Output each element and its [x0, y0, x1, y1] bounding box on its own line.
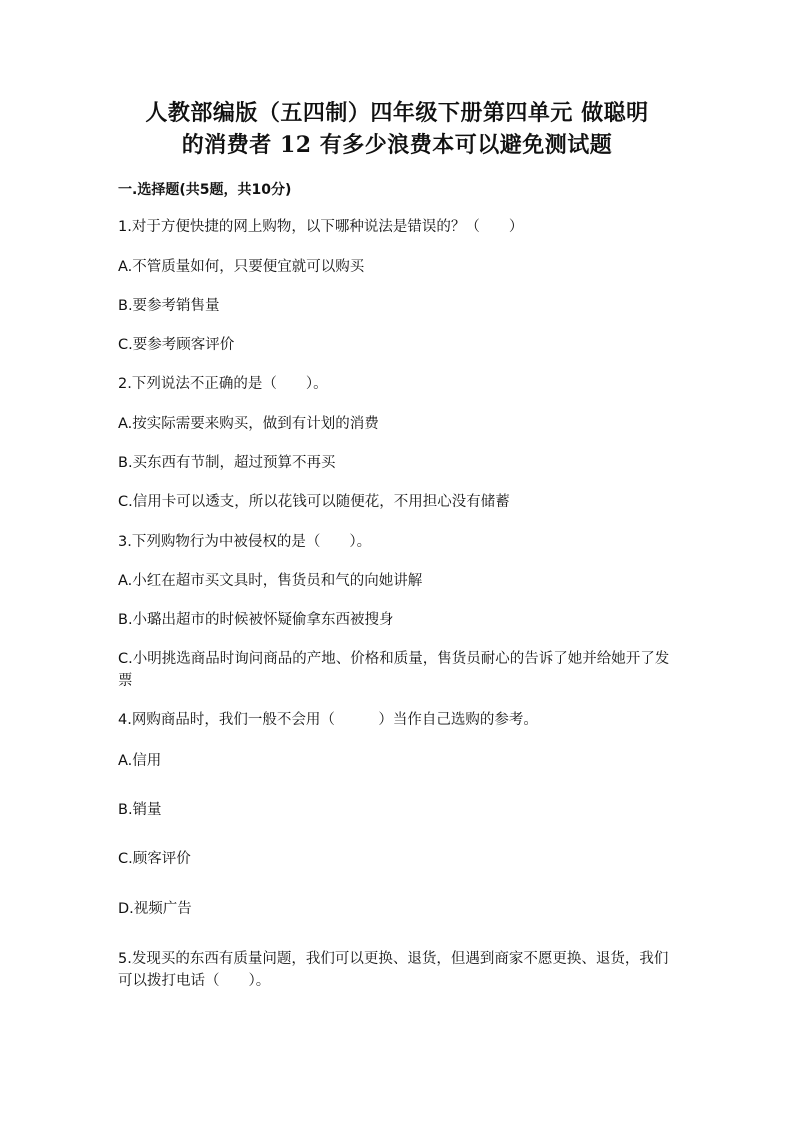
question-2-stem: 2.下列说法不正确的是（ ）。 — [118, 376, 328, 392]
question-5-stem: 5.发现买的东西有质量问题，我们可以更换、退货，但遇到商家不愿更换、退货，我们可以拨打电话（ ）。 — [118, 951, 669, 989]
question-3-option-a: A.小红在超市买文具时，售货员和气的向她讲解 — [118, 573, 423, 589]
question-4-option-a: A.信用 — [118, 753, 162, 769]
question-4-stem: 4.网购商品时，我们一般不会用（ ）当作自己选购的参考。 — [118, 712, 538, 728]
question-4-option-d: D.视频广告 — [118, 901, 192, 917]
question-2-option-b: B.买东西有节制，超过预算不再买 — [118, 455, 336, 471]
question-3-option-c: C.小明挑选商品时询问商品的产地、价格和质量，售货员耐心的告诉了她并给她开了发票 — [118, 651, 670, 689]
question-4-option-b: B.销量 — [118, 802, 162, 818]
question-1-stem: 1.对于方便快捷的网上购物，以下哪种说法是错误的？（ ） — [118, 219, 524, 235]
section-heading: 一.选择题(共5题，共10分) — [118, 182, 292, 198]
question-4-option-c: C.顾客评价 — [118, 851, 191, 867]
question-1-option-a: A.不管质量如何，只要便宜就可以购买 — [118, 259, 365, 275]
question-3-option-b: B.小璐出超市的时候被怀疑偷拿东西被搜身 — [118, 612, 394, 628]
question-1-option-b: B.要参考销售量 — [118, 298, 220, 314]
question-2-option-a: A.按实际需要来购买，做到有计划的消费 — [118, 416, 379, 432]
question-1-option-c: C.要参考顾客评价 — [118, 337, 235, 353]
question-3-stem: 3.下列购物行为中被侵权的是（ ）。 — [118, 534, 372, 550]
question-2-option-c: C.信用卡可以透支，所以花钱可以随便花，不用担心没有储蓄 — [118, 494, 510, 510]
page-title-line-1: 人教部编版（五四制）四年级下册第四单元 做聪明 — [145, 100, 649, 126]
page-title-line-2: 的消费者 12 有多少浪费本可以避免测试题 — [181, 132, 613, 158]
